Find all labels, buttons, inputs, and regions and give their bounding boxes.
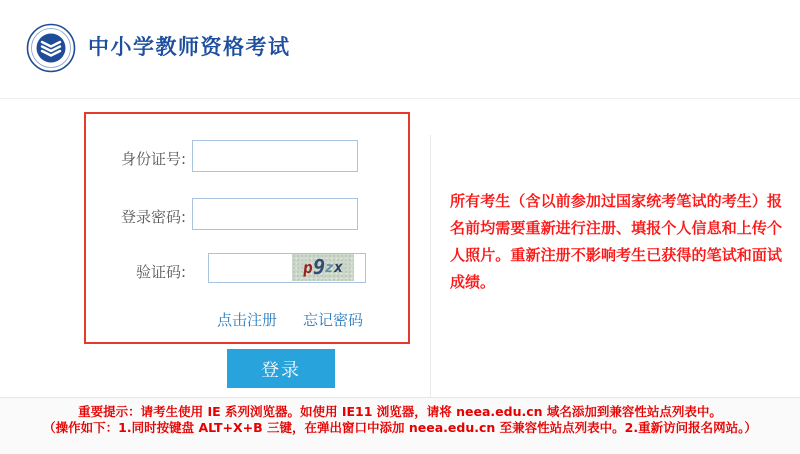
browser-notice-line1: 重要提示：请考生使用 IE 系列浏览器。如使用 IE11 浏览器，请将 neea.edu.cn 域名添加到兼容性站点列表中。 (78, 404, 722, 419)
captcha-label: 验证码: (135, 263, 186, 281)
register-link[interactable]: 点击注册 (217, 311, 278, 329)
page-title: 中小学教师资格考试 (88, 35, 291, 59)
password-label: 登录密码: (120, 208, 186, 226)
id-number-input[interactable] (192, 140, 358, 172)
browser-notice-line2: （操作如下：1.同时按键盘 ALT+X+B 三键，在弹出窗口中添加 neea.edu.cn 至兼容性站点列表中。2.重新访问报名网站。） (43, 420, 757, 435)
captcha-char: z (324, 259, 334, 276)
captcha-image[interactable] (292, 254, 354, 281)
password-row (86, 198, 408, 232)
id-number-row (86, 140, 408, 174)
browser-notice (0, 397, 800, 454)
registration-notice: 所有考生（含以前参加过国家统考笔试的考生）报名前均需要重新进行注册、填报个人信息和上传个人照片。重新注册不影响考生已获得的笔试和面试成绩。 (450, 192, 782, 291)
vertical-divider (430, 135, 431, 397)
forgot-password-link[interactable]: 忘记密码 (303, 311, 364, 329)
site-logo (26, 19, 76, 77)
captcha-char: 9 (313, 254, 326, 279)
captcha-row (86, 251, 408, 285)
login-form-panel (84, 112, 410, 344)
captcha-char: p (302, 257, 314, 277)
id-number-label: 身份证号: (120, 150, 186, 168)
password-input[interactable] (192, 198, 358, 230)
form-links-row (86, 309, 408, 329)
login-button[interactable]: 登录 (227, 349, 335, 388)
book-seal-icon (26, 19, 76, 77)
page-header (0, 0, 800, 99)
captcha-char: x (333, 257, 343, 277)
